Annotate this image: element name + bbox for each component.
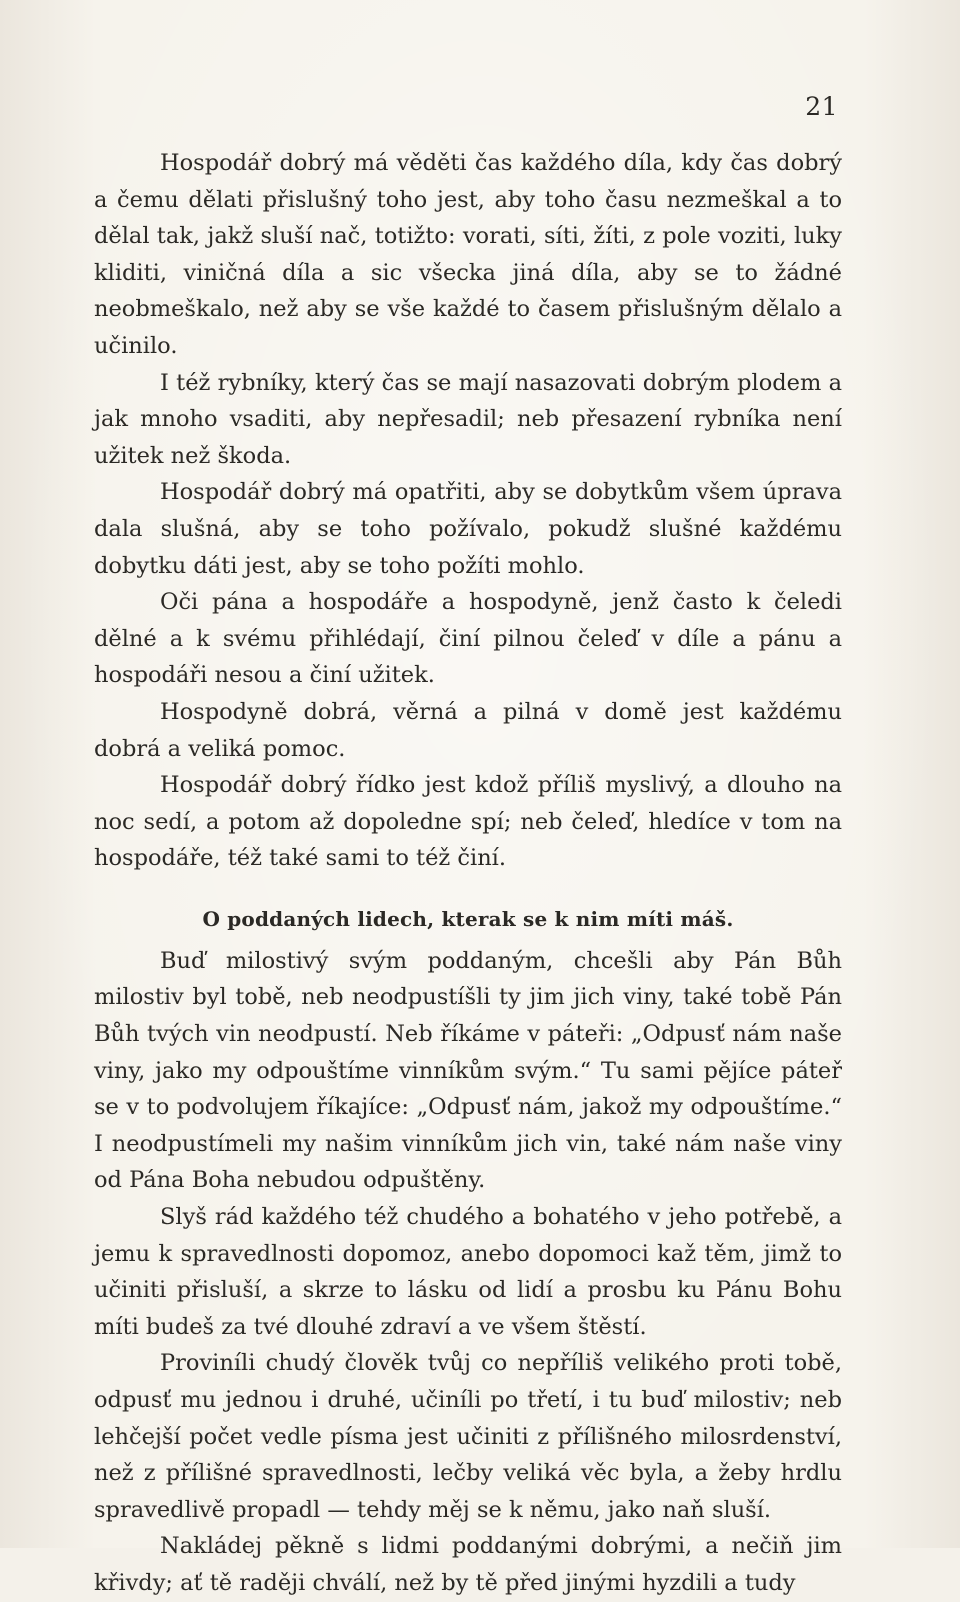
paragraph-treatment: Nakládej pěkně s lidmi poddanými dobrými, a nečiň jim křivdy; ať tě raději chválí, než by tě před jinými hyzdili a tudy xyxy=(94,1533,842,1596)
paragraph-masters-eyes: Oči pána a hospodáře a hospodyně, jenž často k čeledi dělné a k svému přihlédají, činí pilnou čeleď v díle a pánu a hospodáři nesou a činí užitek. xyxy=(94,589,842,689)
paragraph-housewife: Hospodyně dobrá, věrná a pilná v domě jest každému dobrá a veliká pomoc. xyxy=(94,698,842,762)
paragraph-justice: Slyš rád každého též chudého a bohatého v jeho potřebě, a jemu k spravedlnosti dopomoz, anebo dopomoci kaž těm, jimž to učiniti přisluší, a skrze to lásku od lidí a prosbu ku Pánu Bohu míti budeš za tvé dlouhé zdraví a ve všem štěstí. xyxy=(94,1204,842,1340)
paragraph-fishponds: I též rybníky, který čas se mají nasazovati dobrým plodem a jak mnoho vsaditi, aby nepřesadil; neb přesazení rybníka není užitek než škoda. xyxy=(94,369,842,469)
paragraph-husbandry-timing: Hospodář dobrý má věděti čas každého díla, kdy čas dobrý a čemu dělati přislušný toho jest, aby toho času nezmeškal a to dělal tak, jakž sluší nač, totižto: vorati, síti, žíti, z pole voziti, luky kliditi, viničná díla a sic všecka jiná díla, aby se to žádné neobmeškalo, než aby se vše každé to časem přislušným dělalo a učinilo. xyxy=(94,150,842,359)
page-number: 21 xyxy=(805,92,838,121)
section-heading: O poddaných lidech, kterak se k nim míti máš. xyxy=(202,906,734,931)
paragraph-late-nights: Hospodář dobrý řídko jest kdož příliš myslivý, a dlouho na noc sedí, a potom až dopoledne spí; neb čeleď, hledíce v tom na hospodáře, též také sami to též činí. xyxy=(94,772,842,872)
paragraph-livestock: Hospodář dobrý má opatřiti, aby se dobytkům všem úprava dala slušná, aby se toho požívalo, pokudž slušné každému dobytku dáti jest, aby se toho požíti mohlo. xyxy=(94,479,842,579)
paragraph-forgiveness: Proviníli chudý člověk tvůj co nepříliš velikého proti tobě, odpusť mu jednou i druhé, učiníli po třetí, i tu buď milostiv; neb lehčejší počet vedle písma jest učiniti z přílišného milosrdenství, než z přílišné spravedlnosti, lečby veliká věc byla, a žeby hrdlu spravedlivě propadl — tehdy měj se k němu, jako naň sluší. xyxy=(94,1350,842,1523)
page-text xyxy=(94,145,842,1602)
paragraph-mercy: Buď milostivý svým poddaným, chcešli aby Pán Bůh milostiv byl tobě, neb neodpustíšli ty jim jich viny, také tobě Pán Bůh tvých vin neodpustí. Neb říkáme v páteři: „Odpusť nám naše viny, jako my odpouštíme vinníkům svým.“ Tu sami pějíce páteř se v to podvolujem říkajíce: „Odpusť nám, jakož my odpouštíme.“ I neodpustímeli my našim vinníkům jich vin, také nám naše viny od Pána Boha nebudou odpuštěny. xyxy=(94,947,842,1194)
